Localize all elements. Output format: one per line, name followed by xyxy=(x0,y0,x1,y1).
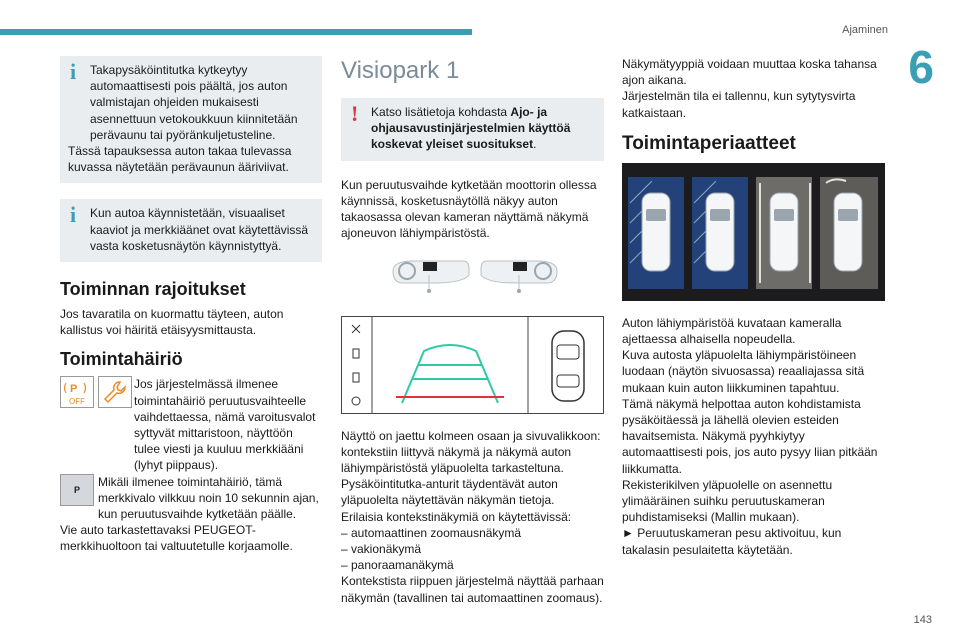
info-icon: i xyxy=(70,202,77,228)
fault-text-1: Jos järjestelmässä ilmenee toimintahäiriö peruutusvaihteelle vaihdettaessa, nämä varoitusvalot syttyvät mittaristoon, näyttöön tulee viesti ja kuuluu merkkiääni (lyhyt piippaus). xyxy=(134,377,316,473)
info-box-text: Kun autoa käynnistetään, visuaaliset kaaviot ja merkkiäänet ovat käytettävissä vasta kosketusnäytön käynnistyttyä. xyxy=(90,206,309,253)
view-list-item: – automaattinen zoomausnäkymä xyxy=(341,525,522,540)
principles-text-2: Kuva autosta yläpuolelta lähiympäristöineen luodaan (näytön sivuosassa) reaaliajassa sitä mukaan kuin auton liikkuminen tapahtuu. xyxy=(622,348,865,395)
view-list-item: – panoraamanäkymä xyxy=(341,558,454,573)
warning-text: Katso lisätietoja kohdasta Ajo- ja ohjausavustinjärjestelmien käyttöä koskevat yleiset suositukset. xyxy=(371,105,571,152)
sensor-icon xyxy=(353,373,359,382)
column-1 xyxy=(60,56,322,555)
system-state-text: Järjestelmän tila ei tallennu, kun sytytysvirta katkaistaan. xyxy=(622,89,856,120)
fault-text-3: Vie auto tarkastettavaksi PEUGEOT-merkkihuoltoon tai valtuutetulle korjaamolle. xyxy=(60,523,293,554)
top-view-sequence-image xyxy=(622,163,885,301)
fault-text-2: Mikäli ilmenee toimintahäiriö, tämä merkkivalo vilkkuu noin 10 sekunnin ajan, kun peruutusvaihde kytketään päälle. xyxy=(98,474,319,522)
chapter-title: Ajaminen xyxy=(842,24,888,36)
svg-text:P: P xyxy=(70,383,78,396)
section-title-principles: Toimintaperiaatteet xyxy=(622,132,796,154)
visiopark-text-2: Näyttö on jaettu kolmeen osaan ja sivuvalikkoon: kontekstiin liittyvä näkymä ja näkymä auton lähiympäristöstä yläpuolelta tarkasteltuna. xyxy=(341,428,601,476)
wrench-service-icon xyxy=(98,376,132,408)
info-box-text: Takapysäköintitutka kytkeytyy automaattisesti pois päältä, jos auton valmistajan ohjeiden mukaisesti asennettuun vetokoukkuun kiinnitetään perävaunu tai pyöränkuljetusteline. xyxy=(90,63,298,142)
column-2 xyxy=(341,56,604,606)
section-title-fault: Toimintahäiriö xyxy=(60,349,183,370)
view-list-item: – vakionäkymä xyxy=(341,542,422,557)
visiopark-text-3: Pysäköintitutka-anturit täydentävät auton yläpuolelta näytettävän näkymän tietoja. xyxy=(341,477,558,508)
settings-icon xyxy=(352,397,360,405)
limits-text: Jos tavaratila on kuormattu täyteen, auton kallistus voi häiritä etäisyysmittausta. xyxy=(60,307,284,338)
off-label: OFF xyxy=(69,397,85,407)
principles-text-5: ► Peruutuskameran pesu aktivoituu, kun takalasin pesulaitetta käytetään. xyxy=(622,526,842,557)
fault-row-2 xyxy=(60,474,322,523)
info-box-startup xyxy=(60,199,322,262)
info-box-text-2: Tässä tapauksessa auton takaa tulevassa kuvassa näytetään perävaunun ääriviivat. xyxy=(68,144,292,175)
car-top-view-icon xyxy=(552,331,584,401)
fault-row-1 xyxy=(60,376,322,473)
park-assist-label: P xyxy=(73,484,80,495)
dashboard-buttons-illustration xyxy=(341,255,604,299)
column-3 xyxy=(622,56,885,558)
view-change-text: Näkymätyyppiä voidaan muuttaa koska tahansa ajon aikana. xyxy=(622,57,877,88)
parking-sensor-off-warning-icon xyxy=(60,376,94,408)
visiopark-text-5: Kontekstista riippuen järjestelmä näyttää parhaan näkymän (tavallinen tai automaattinen zoomaus). xyxy=(341,574,604,605)
chapter-number: 6 xyxy=(908,41,934,93)
warning-icon: ! xyxy=(351,101,359,126)
close-icon xyxy=(352,325,360,333)
section-title-visiopark: Visiopark 1 xyxy=(341,57,460,84)
page-number: 143 xyxy=(913,614,932,626)
info-box-trailer xyxy=(60,56,322,183)
info-icon: i xyxy=(70,59,77,84)
sensor-icon xyxy=(353,349,359,358)
principles-text-4: Rekisterikilven yläpuolelle on asennettu ylimääräinen suihku peruutuskameran puhdistamiseksi (Mallin mukaan). xyxy=(622,477,833,525)
visiopark-text-1: Kun peruutusvaihde kytketään moottorin ollessa käynnissä, kosketusnäytöllä näkyy auton takaosassa olevan kameran näyttämä näkymä ajoneuvon lähiympäristöstä. xyxy=(341,177,597,241)
principles-text-3: Tämä näkymä helpottaa auton kohdistamista pysäköitäessä ja lähellä olevien esteiden havaitsemista. Näkymä pyyhkiytyy automaattisesti pois, jos auto pysyy liian pitkään liikkumatta. xyxy=(622,396,878,476)
header-accent-bar xyxy=(0,29,472,35)
section-title-limits: Toiminnan rajoitukset xyxy=(60,279,246,300)
camera-screen-illustration xyxy=(341,316,604,414)
warning-box xyxy=(341,98,604,161)
park-assist-indicator-icon xyxy=(60,474,94,506)
principles-text-1: Auton lähiympäristöä kuvataan kameralla ajettaessa alhaisella nopeudella. xyxy=(622,315,842,347)
visiopark-text-4: Erilaisia kontekstinäkymiä on käytettävissä: xyxy=(341,509,572,524)
